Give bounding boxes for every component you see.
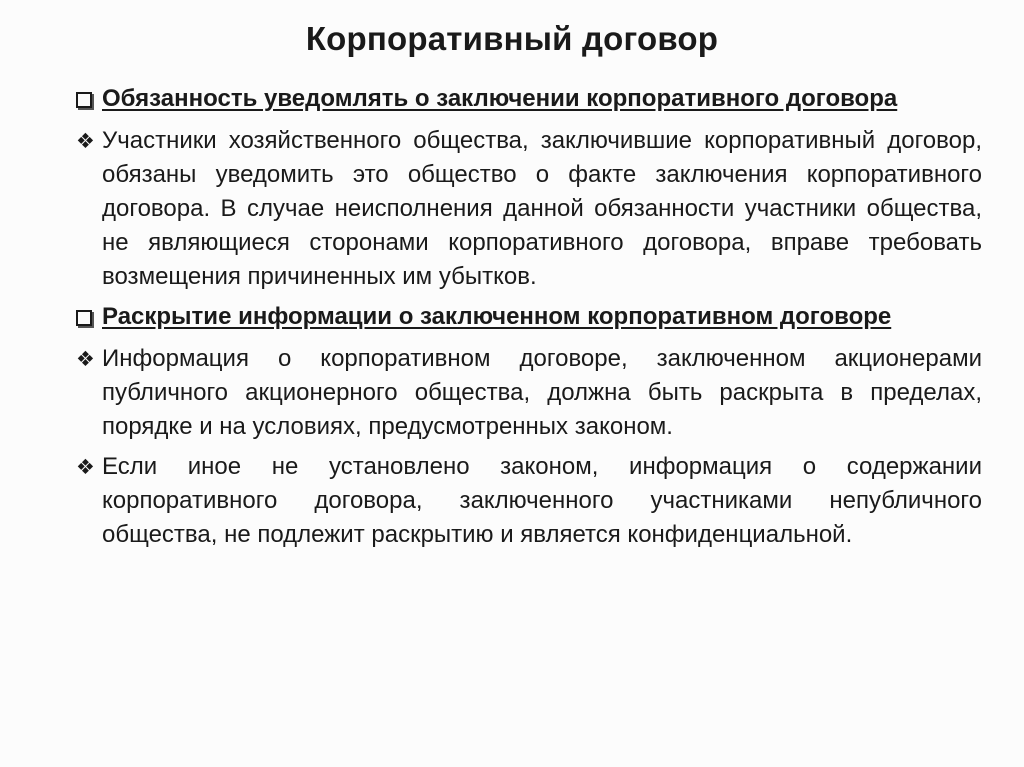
list-item	[74, 342, 982, 444]
content-list	[74, 82, 982, 558]
section-heading-text: Обязанность уведомлять о заключении корпоративного договора	[102, 85, 898, 112]
section-heading	[74, 82, 982, 118]
four-diamond-bullet-icon: ❖	[76, 348, 95, 371]
list-item-text: Информация о корпоративном договоре, заключенном акционерами публичного акционерного общества, должна быть раскрыта в пределах, порядке и на условиях, предусмотренных законом.	[102, 345, 982, 440]
section-heading-text: Раскрытие информации о заключенном корпоративном договоре	[102, 303, 892, 330]
checkbox-square-icon	[74, 300, 102, 336]
list-item-text: Если иное не установлено законом, информация о содержании корпоративного договора, заключенного участниками непубличного общества, не подлежит раскрытию и является конфиденциальной.	[102, 453, 982, 548]
list-item-text: Участники хозяйственного общества, заключившие корпоративный договор, обязаны уведомить это общество о факте заключения корпоративного договора. В случае неисполнения данной обязанности участники общества, не являющиеся сторонами корпоративного договора, вправе требовать возмещения причиненных им убытков.	[102, 127, 982, 290]
page-title: Корпоративный договор	[305, 20, 719, 57]
list-item	[74, 450, 982, 552]
four-diamond-bullet-icon: ❖	[76, 456, 95, 479]
list-item	[74, 124, 982, 294]
section-heading	[74, 300, 982, 336]
four-diamond-bullet-icon: ❖	[76, 130, 95, 153]
checkbox-square-icon	[74, 82, 102, 118]
